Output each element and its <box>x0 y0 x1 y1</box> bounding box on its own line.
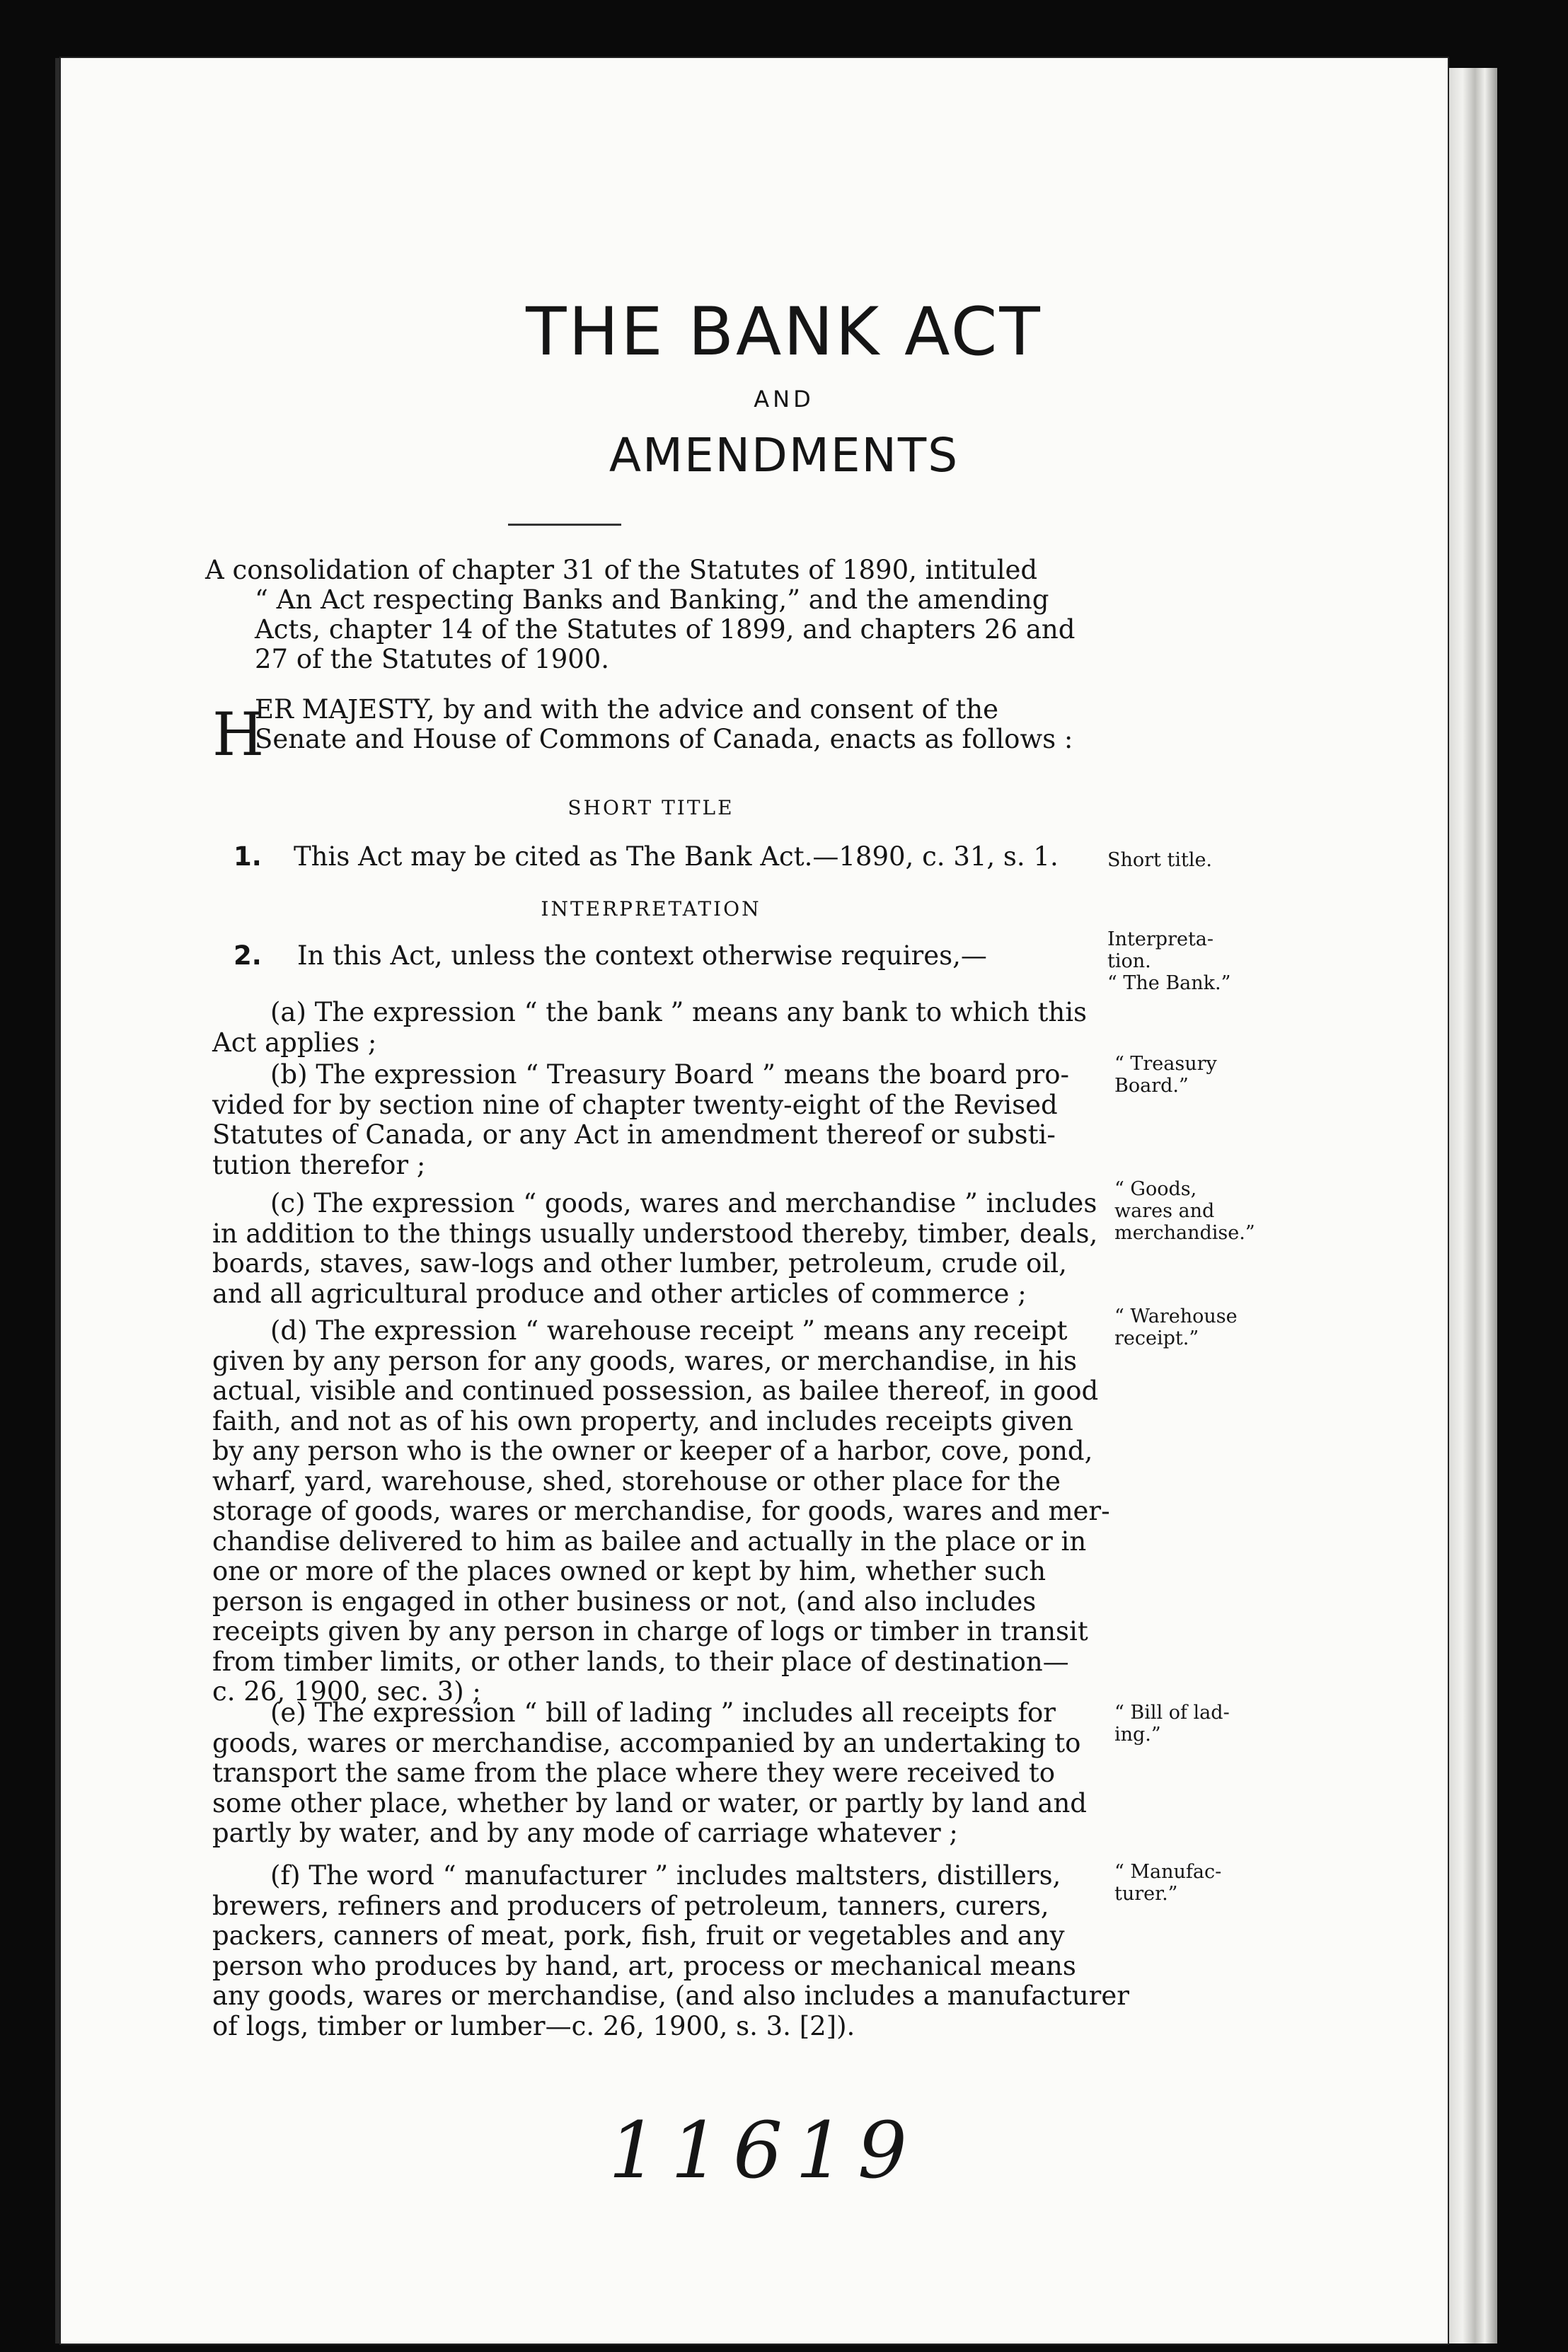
margin-note <box>1114 1053 1217 1097</box>
section-text: This Act may be cited as The Bank Act.—1890, c. 31, s. 1. <box>294 841 1059 872</box>
enacting-line: ER MAJESTY, by and with the advice and consent of the <box>255 694 998 725</box>
definition-clause <box>212 1698 1087 1849</box>
intro-line: “ An Act respecting Banks and Banking,” and the amending <box>255 584 1049 615</box>
margin-note-line: “ Goods, <box>1114 1178 1197 1200</box>
clause-line: chandise delivered to him as bailee and actually in the place or in <box>212 1526 1087 1557</box>
clause-line: Statutes of Canada, or any Act in amendment thereof or substi- <box>212 1119 1056 1150</box>
clause-line: (e) The expression “ bill of lading ” includes all receipts for <box>270 1697 1056 1728</box>
clause-line: given by any person for any goods, wares, or merchandise, in his <box>212 1345 1077 1376</box>
margin-note-line: Interpreta- <box>1107 928 1214 950</box>
intro-line: Acts, chapter 14 of the Statutes of 1899, and chapters 26 and <box>255 614 1076 645</box>
document-subtitle: AMENDMENTS <box>609 428 959 483</box>
definition-clause <box>212 1060 1069 1180</box>
clause-line: person who produces by hand, art, process or mechanical means <box>212 1950 1076 1981</box>
margin-note-line: merchandise.” <box>1114 1222 1255 1244</box>
title-connector: AND <box>754 386 814 413</box>
handwritten-number: 11619 <box>609 2105 920 2196</box>
margin-note-line: “ Manufac- <box>1114 1861 1222 1883</box>
definition-clause <box>212 1861 1129 2041</box>
clause-line: storage of goods, wares or merchandise, for goods, wares and mer- <box>212 1496 1110 1526</box>
clause-line: by any person who is the owner or keeper of a harbor, cove, pond, <box>212 1436 1093 1466</box>
clause-line: tution therefor ; <box>212 1149 426 1180</box>
enacting-clause <box>255 695 1073 754</box>
definition-clause <box>212 1189 1097 1309</box>
clause-line: goods, wares or merchandise, accompanied by an undertaking to <box>212 1727 1081 1758</box>
clause-line: faith, and not as of his own property, and includes receipts given <box>212 1405 1073 1436</box>
margin-note-line: receipt.” <box>1114 1327 1199 1349</box>
clause-line: some other place, whether by land or water, or partly by land and <box>212 1787 1087 1818</box>
margin-note <box>1114 1178 1255 1244</box>
clause-line: in addition to the things usually understood thereby, timber, deals, <box>212 1218 1098 1249</box>
clause-line: packers, canners of meat, pork, fish, fruit or vegetables and any <box>212 1920 1065 1951</box>
intro-line: A consolidation of chapter 31 of the Statutes of 1890, intituled <box>205 555 1038 585</box>
margin-note-line: ing.” <box>1114 1724 1161 1746</box>
clause-line: any goods, wares or merchandise, (and also includes a manufacturer <box>212 1981 1129 2011</box>
clause-line: wharf, yard, warehouse, shed, storehouse or other place for the <box>212 1465 1061 1497</box>
clause-line: receipts given by any person in charge of logs or timber in transit <box>212 1616 1088 1647</box>
margin-note <box>1107 928 1230 994</box>
clause-line: and all agricultural produce and other articles of commerce ; <box>212 1278 1027 1309</box>
clause-line: vided for by section nine of chapter twenty-eight of the Revised <box>212 1089 1058 1120</box>
section-number: 1. <box>234 841 262 872</box>
clause-line: (b) The expression “ Treasury Board ” means the board pro- <box>270 1059 1069 1090</box>
margin-note-line: “ The Bank.” <box>1107 972 1231 994</box>
definition-clause <box>212 998 1087 1058</box>
clause-line: (f) The word “ manufacturer ” includes maltsters, distillers, <box>270 1860 1061 1891</box>
intro-line: 27 of the Statutes of 1900. <box>255 644 610 674</box>
margin-note <box>1114 1305 1238 1349</box>
clause-line: one or more of the places owned or kept by him, whether such <box>212 1556 1047 1586</box>
clause-line: transport the same from the place where they were received to <box>212 1758 1056 1788</box>
enacting-line: Senate and House of Commons of Canada, enacts as follows : <box>255 724 1073 754</box>
section-heading-interpretation: INTERPRETATION <box>541 897 761 921</box>
clause-line: Act applies ; <box>212 1027 377 1058</box>
intro-paragraph <box>205 555 1075 674</box>
margin-note-line: turer.” <box>1114 1883 1178 1905</box>
margin-note: Short title. <box>1107 849 1213 871</box>
margin-note-line: “ Bill of lad- <box>1114 1702 1230 1724</box>
document-title: THE BANK ACT <box>526 294 1042 371</box>
clause-line: from timber limits, or other lands, to their place of destination— <box>212 1646 1069 1677</box>
margin-note-line: “ Treasury <box>1114 1053 1217 1075</box>
definition-clause <box>212 1316 1110 1707</box>
clause-line: boards, staves, saw-logs and other lumber, petroleum, crude oil, <box>212 1248 1067 1279</box>
title-divider <box>508 524 621 526</box>
margin-note <box>1114 1702 1230 1746</box>
clause-line: (c) The expression “ goods, wares and merchandise ” includes <box>270 1188 1097 1218</box>
clause-line: (a) The expression “ the bank ” means any bank to which this <box>270 997 1088 1027</box>
clause-line: of logs, timber or lumber—c. 26, 1900, s. 3. [2]). <box>212 2010 855 2041</box>
margin-note-line: “ Warehouse <box>1114 1305 1238 1327</box>
clause-line: person is engaged in other business or not, (and also includes <box>212 1586 1037 1617</box>
clause-line: (d) The expression “ warehouse receipt ” means any receipt <box>270 1315 1068 1346</box>
clause-line: actual, visible and continued possession, as bailee thereof, in good <box>212 1376 1099 1406</box>
clause-line: c. 26, 1900, sec. 3) ; <box>212 1676 481 1707</box>
margin-note <box>1114 1861 1221 1905</box>
margin-note-line: tion. <box>1107 950 1151 972</box>
section-heading-short-title: SHORT TITLE <box>567 796 734 819</box>
margin-note-line: wares and <box>1114 1200 1215 1222</box>
section-text: In this Act, unless the context otherwise requires,— <box>297 940 987 971</box>
margin-note-line: Board.” <box>1114 1075 1189 1097</box>
drop-cap: H <box>212 700 265 769</box>
clause-line: partly by water, and by any mode of carriage whatever ; <box>212 1818 958 1848</box>
clause-line: brewers, refiners and producers of petroleum, tanners, curers, <box>212 1890 1049 1921</box>
section-number: 2. <box>234 940 262 971</box>
